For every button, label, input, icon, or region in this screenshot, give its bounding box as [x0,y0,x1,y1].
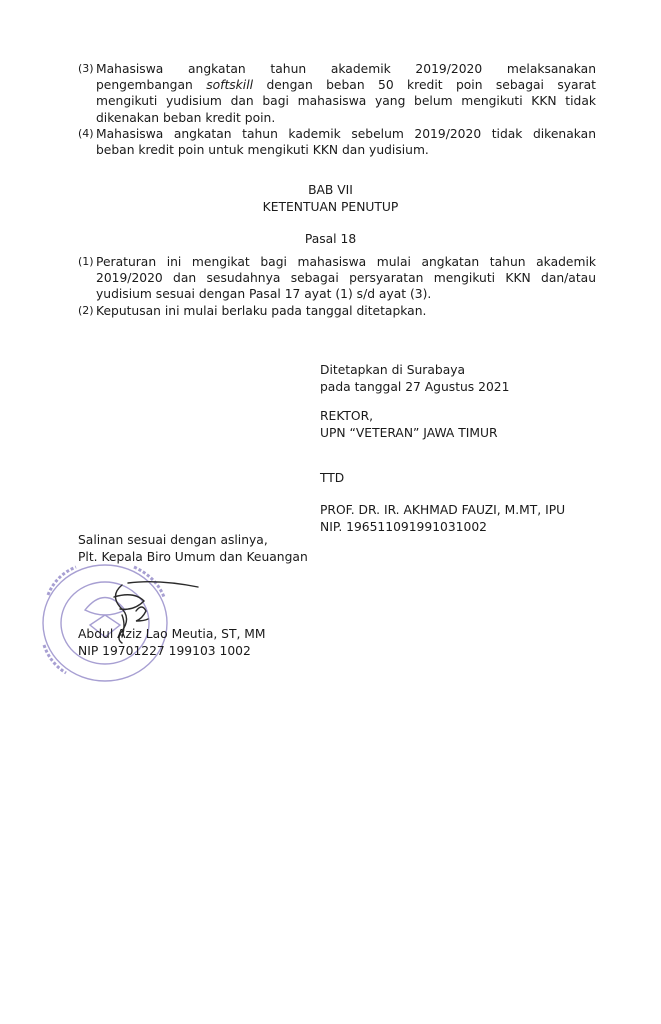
ayat-number: (4) [78,127,94,140]
signatory-block [320,362,509,395]
ayat-3 [78,61,596,126]
signatory-name: PROF. DR. IR. AKHMAD FAUZI, M.MT, IPU [320,503,566,517]
article-title: Pasal 18 [304,232,357,246]
signatory-office [320,408,498,441]
ayat-number: (3) [78,62,94,75]
ayat-line: yudisium sesuai dengan Pasal 17 ayat (1) s/d ayat (3). [96,287,432,302]
ayat-line: Mahasiswa angkatan tahun kademik sebelum 2019/2020 tidak dikenakan [96,127,596,141]
chapter-title: KETENTUAN PENUTUP [262,200,399,214]
copy-official-nip: NIP 19701227 199103 1002 [78,643,251,658]
ayat-number: (2) [78,304,94,317]
copy-attestation [78,532,308,565]
signatory-nip: NIP. 196511091991031002 [320,519,487,534]
ayat-number: (1) [78,255,94,268]
chapter-number: BAB VII [308,183,353,197]
copy-statement: Salinan sesuai dengan aslinya, [78,533,268,547]
ayat-line: beban kredit poin untuk mengikuti KKN dan yudisium. [96,143,429,158]
signatory-institution: UPN “VETERAN” JAWA TIMUR [320,425,498,440]
enactment-date: pada tanggal 27 Agustus 2021 [320,379,510,394]
signature-mark: TTD [320,471,345,485]
enactment-place: Ditetapkan di Surabaya [320,363,466,377]
signatory-role: REKTOR, [320,409,374,423]
copy-official-name: Abdul Aziz Lao Meutia, ST, MM [78,627,266,641]
pasal18-ayat-1 [78,254,596,303]
ayat-line: dikenakan beban kredit poin. [96,110,276,125]
ayat-line: Keputusan ini mulai berlaku pada tanggal ditetapkan. [96,304,427,318]
copy-official-identity [78,626,266,659]
pasal18-ayat-2 [78,303,596,319]
copy-official-title: Plt. Kepala Biro Umum dan Keuangan [78,549,308,564]
ayat-line: mengikuti yudisium dan bagi mahasiswa yang belum mengikuti KKN tidak [96,94,596,109]
ayat-4 [78,126,596,158]
ayat-line: pengembangan softskill dengan beban 50 kredit poin sebagai syarat [96,78,596,93]
ayat-line: Mahasiswa angkatan tahun akademik 2019/2020 melaksanakan [96,62,596,76]
ayat-line: 2019/2020 dan sesudahnya sebagai persyaratan mengikuti KKN dan/atau [96,271,596,286]
ayat-line: Peraturan ini mengikat bagi mahasiswa mulai angkatan tahun akademik [96,255,596,269]
signatory-identity [320,502,565,535]
